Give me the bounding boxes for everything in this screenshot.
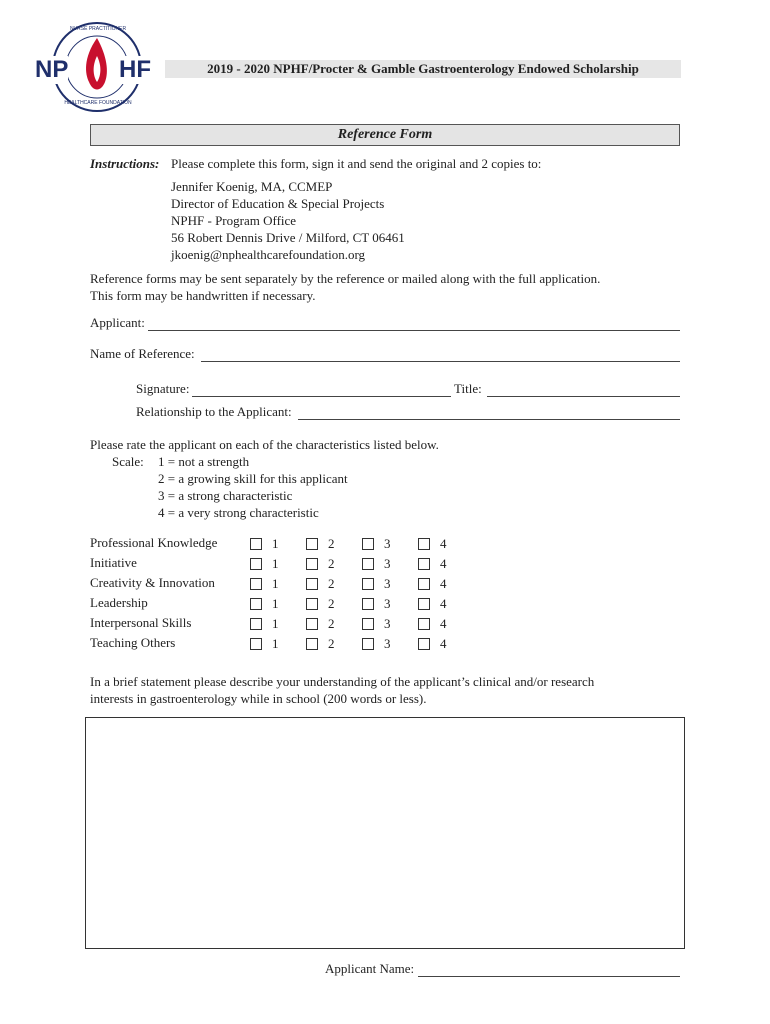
note-line: Reference forms may be sent separately by the reference or mailed along with the full application. <box>90 271 601 286</box>
rating-option-label: 3 <box>384 596 391 611</box>
rating-option-label: 3 <box>384 576 391 591</box>
rating-checkbox[interactable] <box>418 638 430 650</box>
rating-option <box>250 556 279 572</box>
rating-checkbox[interactable] <box>306 558 318 570</box>
rating-checkbox[interactable] <box>306 538 318 550</box>
applicant-label: Applicant: <box>90 315 145 330</box>
rating-option-label: 1 <box>272 556 279 571</box>
rating-option <box>362 576 391 592</box>
rating-intro: Please rate the applicant on each of the characteristics listed below. <box>90 437 439 452</box>
rating-option-label: 2 <box>328 576 335 591</box>
address-line: 56 Robert Dennis Drive / Milford, CT 06461 <box>171 230 405 245</box>
characteristic-label: Interpersonal Skills <box>90 615 192 630</box>
rating-option-label: 4 <box>440 636 447 651</box>
instructions-text: Please complete this form, sign it and send the original and 2 copies to: <box>171 156 542 171</box>
characteristic-label: Leadership <box>90 595 148 610</box>
rating-option-label: 1 <box>272 616 279 631</box>
scale-item: 2 = a growing skill for this applicant <box>158 471 348 486</box>
relationship-line[interactable] <box>298 406 680 420</box>
scholarship-title: 2019 - 2020 NPHF/Procter & Gamble Gastroenterology Endowed Scholarship <box>165 60 681 78</box>
rating-checkbox[interactable] <box>362 538 374 550</box>
scale-item: 3 = a strong characteristic <box>158 488 293 503</box>
rating-checkbox[interactable] <box>250 618 262 630</box>
rating-option-label: 1 <box>272 576 279 591</box>
rating-option <box>418 596 447 612</box>
characteristic-label: Teaching Others <box>90 635 176 650</box>
rating-checkbox[interactable] <box>362 578 374 590</box>
rating-option <box>362 596 391 612</box>
characteristic-label: Professional Knowledge <box>90 535 218 550</box>
scale-item: 4 = a very strong characteristic <box>158 505 319 520</box>
title-field <box>454 380 680 397</box>
rating-checkbox[interactable] <box>362 618 374 630</box>
statement-line: interests in gastroenterology while in school (200 words or less). <box>90 691 427 706</box>
reference-name-line[interactable] <box>201 348 680 362</box>
title-line[interactable] <box>487 383 680 397</box>
rating-checkbox[interactable] <box>362 598 374 610</box>
reference-name-label: Name of Reference: <box>90 346 195 361</box>
rating-checkbox[interactable] <box>362 638 374 650</box>
rating-option <box>306 596 335 612</box>
address-line: NPHF - Program Office <box>171 213 297 228</box>
rating-checkbox[interactable] <box>250 538 262 550</box>
rating-option <box>362 636 391 652</box>
rating-option-label: 4 <box>440 536 447 551</box>
nphf-logo <box>35 20 155 115</box>
rating-option-label: 4 <box>440 596 447 611</box>
rating-option-label: 2 <box>328 616 335 631</box>
applicant-name-field <box>325 960 680 977</box>
address-line: Director of Education & Special Projects <box>171 196 385 211</box>
rating-option <box>250 576 279 592</box>
rating-option <box>306 616 335 632</box>
rating-option-label: 4 <box>440 556 447 571</box>
rating-checkbox[interactable] <box>250 598 262 610</box>
statement-prompt <box>90 673 594 707</box>
note-line: This form may be handwritten if necessary. <box>90 288 316 303</box>
signature-label: Signature: <box>136 381 190 396</box>
rating-option <box>418 576 447 592</box>
rating-option <box>250 636 279 652</box>
rating-option <box>418 616 447 632</box>
signature-line[interactable] <box>192 383 451 397</box>
address-line: Jennifer Koenig, MA, CCMEP <box>171 179 333 194</box>
statement-line: In a brief statement please describe your understanding of the applicant’s clinical and/or research <box>90 674 595 689</box>
mailing-address <box>171 178 405 263</box>
signature-field <box>136 380 451 397</box>
applicant-line[interactable] <box>148 317 680 331</box>
rating-option <box>250 616 279 632</box>
rating-option-label: 2 <box>328 596 335 611</box>
rating-option <box>306 556 335 572</box>
rating-checkbox[interactable] <box>250 558 262 570</box>
rating-option <box>250 596 279 612</box>
characteristic-labels <box>90 533 217 653</box>
rating-option-label: 3 <box>384 636 391 651</box>
scale-item: 1 = not a strength <box>158 454 250 469</box>
characteristic-label: Creativity & Innovation <box>90 575 215 590</box>
rating-option <box>362 536 391 552</box>
statement-answer-box[interactable] <box>85 717 685 949</box>
rating-option <box>306 636 335 652</box>
rating-option-label: 4 <box>440 616 447 631</box>
rating-checkbox[interactable] <box>250 578 262 590</box>
rating-option <box>418 536 447 552</box>
rating-option-label: 4 <box>440 576 447 591</box>
relationship-field <box>136 403 680 420</box>
applicant-name-line[interactable] <box>418 963 680 977</box>
rating-checkbox[interactable] <box>362 558 374 570</box>
rating-checkbox[interactable] <box>306 598 318 610</box>
logo-left-letters: NP <box>35 56 69 83</box>
rating-option <box>362 616 391 632</box>
rating-option-label: 1 <box>272 636 279 651</box>
rating-option-label: 2 <box>328 636 335 651</box>
reference-name-field <box>90 345 680 362</box>
rating-option <box>250 536 279 552</box>
rating-option <box>418 636 447 652</box>
rating-option <box>418 556 447 572</box>
rating-option-label: 2 <box>328 556 335 571</box>
applicant-field <box>90 314 680 331</box>
rating-option-label: 1 <box>272 536 279 551</box>
rating-checkbox[interactable] <box>250 638 262 650</box>
rating-option <box>362 556 391 572</box>
rating-option-label: 3 <box>384 616 391 631</box>
characteristic-label: Initiative <box>90 555 137 570</box>
form-title: Reference Form <box>90 124 680 146</box>
rating-option <box>306 536 335 552</box>
rating-checkbox[interactable] <box>306 618 318 630</box>
rating-checkbox[interactable] <box>418 538 430 550</box>
rating-checkbox[interactable] <box>306 578 318 590</box>
rating-checkbox[interactable] <box>418 578 430 590</box>
rating-option <box>306 576 335 592</box>
logo-right-letters: HF <box>119 56 151 83</box>
address-email: jkoenig@nphealthcarefoundation.org <box>171 247 366 262</box>
rating-checkbox[interactable] <box>418 558 430 570</box>
rating-option-label: 2 <box>328 536 335 551</box>
title-label: Title: <box>454 381 482 396</box>
logo-ring-top-text: NURSE PRACTITIONER <box>69 26 127 32</box>
submission-notes <box>90 270 600 304</box>
rating-checkbox[interactable] <box>306 638 318 650</box>
instructions-label: Instructions: <box>90 156 160 171</box>
relationship-label: Relationship to the Applicant: <box>136 404 292 419</box>
scale-definitions <box>158 453 348 521</box>
logo-ring-bottom-text: HEALTHCARE FOUNDATION <box>64 100 132 106</box>
rating-checkbox[interactable] <box>418 618 430 630</box>
rating-option-label: 1 <box>272 596 279 611</box>
scale-label: Scale: <box>112 454 144 469</box>
rating-checkbox[interactable] <box>418 598 430 610</box>
rating-option-label: 3 <box>384 536 391 551</box>
applicant-name-label: Applicant Name: <box>325 961 415 976</box>
rating-option-label: 3 <box>384 556 391 571</box>
